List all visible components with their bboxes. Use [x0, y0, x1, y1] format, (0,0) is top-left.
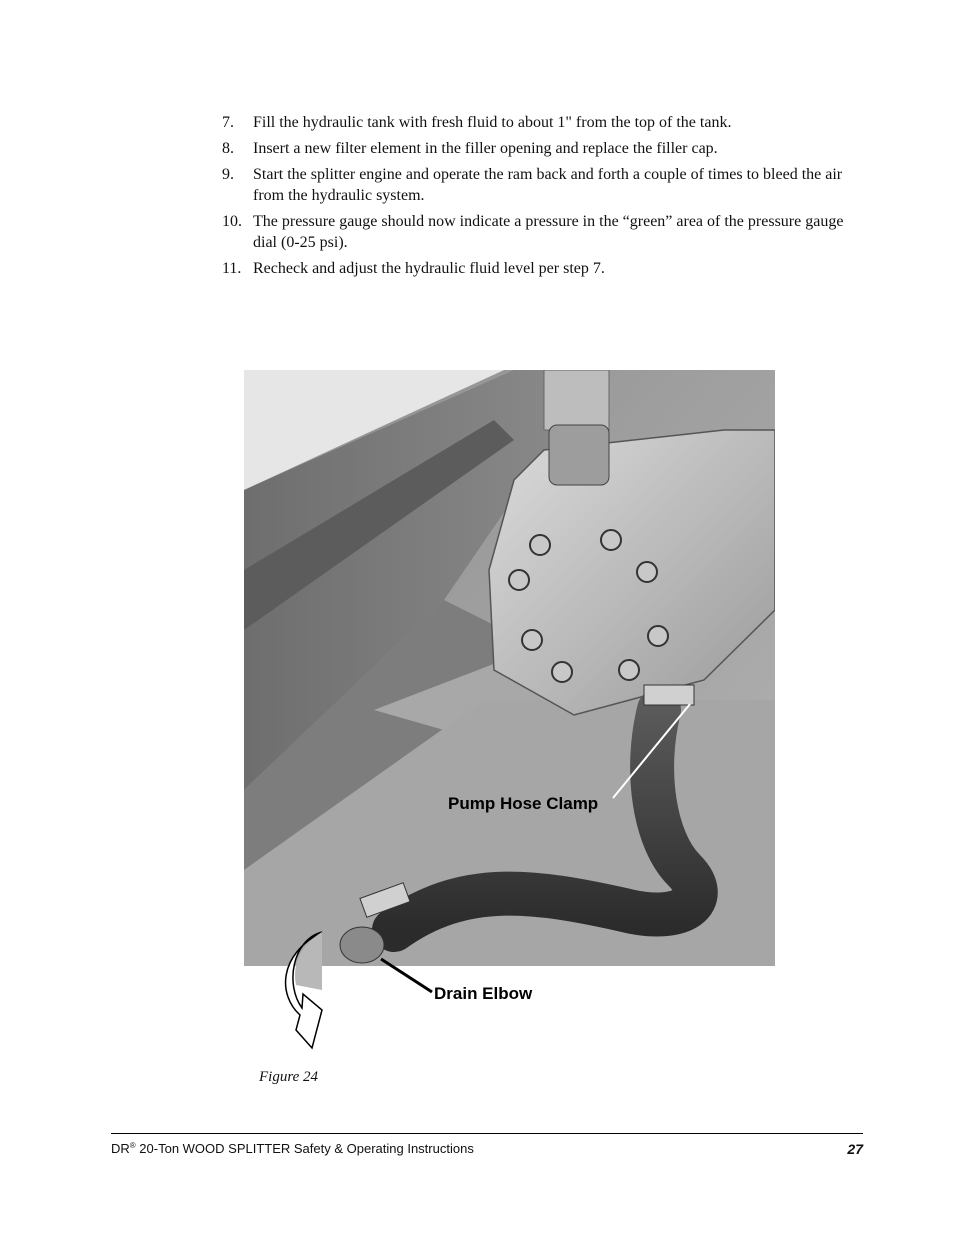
footer-title-text: 20-Ton WOOD SPLITTER Safety & Operating Instructions: [135, 1141, 474, 1156]
step-item: [222, 258, 854, 279]
step-number: 8.: [222, 140, 234, 157]
pump-photo-illustration: [244, 370, 775, 972]
instruction-steps: [222, 112, 854, 284]
step-text: Insert a new filter element in the filler opening and replace the filler cap.: [253, 140, 718, 157]
registered-mark: ®: [129, 1141, 136, 1150]
footer-brand: DR: [111, 1141, 130, 1156]
figure-caption: Figure 24: [259, 1069, 319, 1085]
step-item: [222, 112, 854, 133]
step-number: 7.: [222, 114, 234, 131]
footer-divider: [111, 1133, 863, 1134]
pump-photo: [244, 370, 775, 972]
step-item: [222, 138, 854, 159]
step-number: 10.: [222, 213, 242, 230]
step-text: Start the splitter engine and operate the ram back and forth a couple of times to bleed the air from the hydraulic system.: [253, 166, 843, 204]
step-text: Recheck and adjust the hydraulic fluid level per step 7.: [253, 260, 605, 277]
page-number: 27: [847, 1141, 863, 1157]
step-item: [222, 164, 854, 206]
step-number: 11.: [222, 260, 242, 277]
step-item: [222, 211, 854, 253]
pump-hose-clamp-label: Pump Hose Clamp: [448, 794, 599, 813]
step-text: Fill the hydraulic tank with fresh fluid to about 1" from the top of the tank.: [253, 114, 732, 131]
step-text: The pressure gauge should now indicate a pressure in the “green” area of the pressure gauge dial (0-25 psi).: [253, 213, 844, 251]
step-number: 9.: [222, 166, 234, 183]
drain-elbow-label: Drain Elbow: [434, 984, 533, 1003]
footer-title: [111, 1141, 474, 1156]
